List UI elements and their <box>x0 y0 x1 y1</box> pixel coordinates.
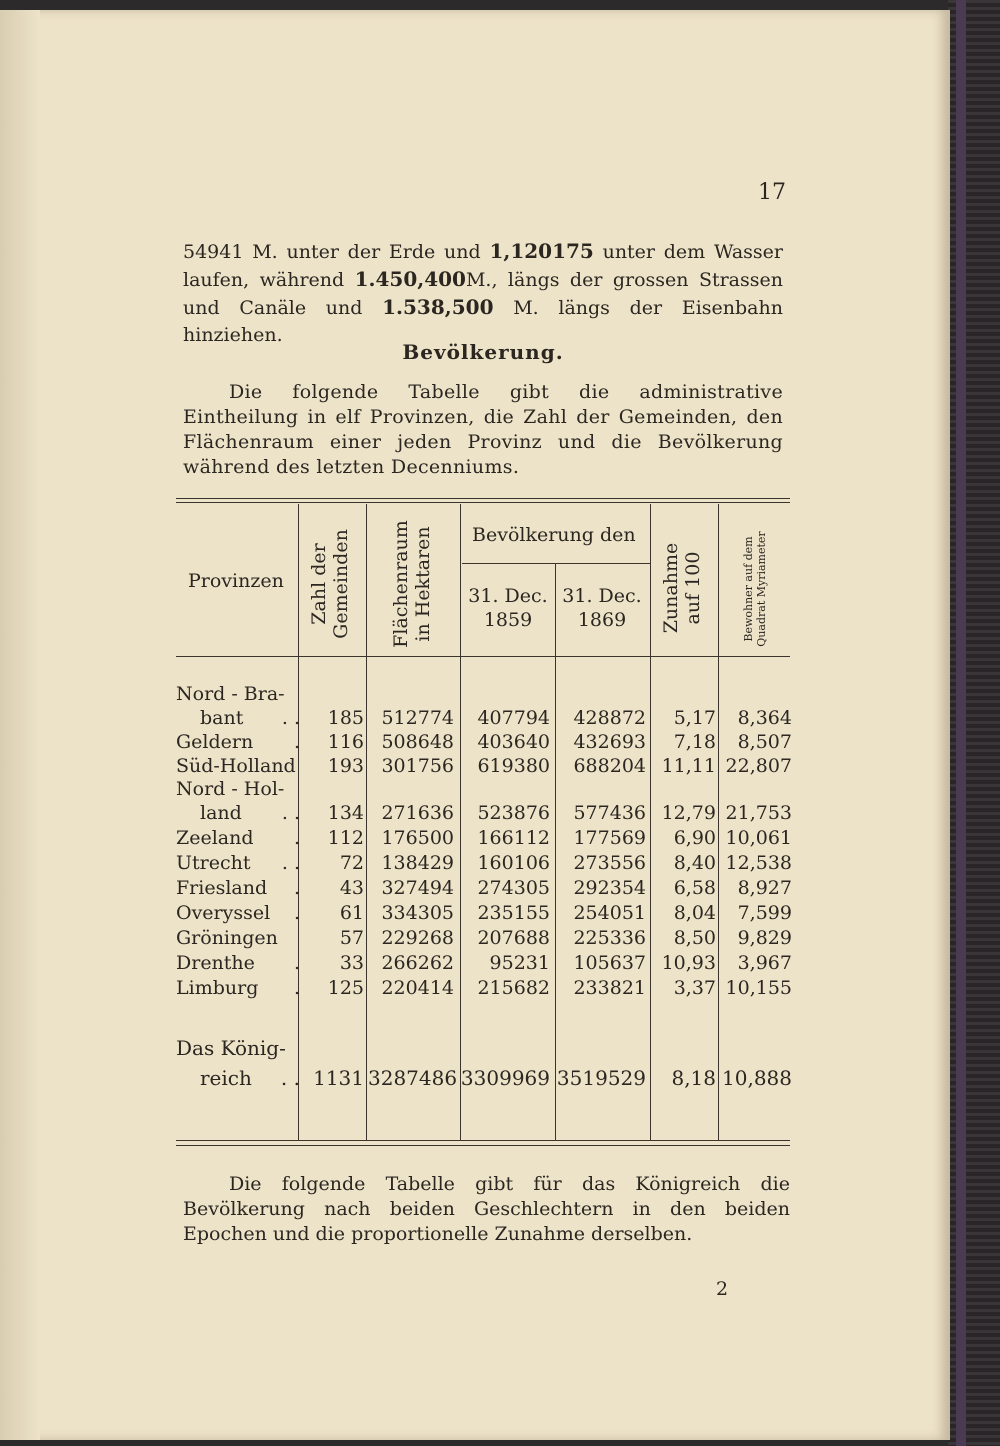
table-top-rule <box>176 498 790 499</box>
cell-bewohner: 21,753 <box>725 802 792 824</box>
cell-gemeinden: 112 <box>327 827 364 849</box>
leader-dots: . <box>293 827 300 849</box>
cell-bevoelkerung-1869: 688204 <box>573 755 646 777</box>
cell-bewohner: 10,061 <box>725 827 792 849</box>
intro-text-1: M. unter der Erde und <box>252 241 481 263</box>
cell-gemeinden: 193 <box>327 755 364 777</box>
cell-bevoelkerung-1859: 403640 <box>477 731 550 753</box>
cell-bewohner: 7,599 <box>737 902 792 924</box>
leader-dots: . <box>293 977 300 999</box>
intro-number-3: 1.450,400 <box>354 267 466 291</box>
cell-flaechenraum: 138429 <box>381 852 454 874</box>
paragraph-before-table: Die folgende Tabelle gibt die administrative Eintheilung in elf Provinzen, die Zahl der Gemeinden, den Flächenraum einer jeden Provinz und die Bevölkerung während des letzten Decenniums. <box>183 381 783 478</box>
province-name: Süd-Holland <box>176 755 296 777</box>
bevoelkerung-sub-rule <box>462 563 650 564</box>
province-name: Geldern <box>176 731 254 753</box>
header-provinzen: Provinzen <box>188 570 284 592</box>
cell-bevoelkerung-1859: 215682 <box>477 977 550 999</box>
header-flaechen-line2: in Hektaren <box>412 526 434 642</box>
province-name: Zeeland <box>176 827 254 849</box>
cell-bewohner: 12,538 <box>725 852 792 874</box>
cell-bevoelkerung-1869: 233821 <box>573 977 646 999</box>
intro-number-1: 54941 <box>183 241 244 263</box>
cell-gemeinden: 43 <box>339 877 364 899</box>
cell-bevoelkerung-1859: 235155 <box>477 902 550 924</box>
cell-zunahme: 5,17 <box>673 707 716 729</box>
cell-bevoelkerung-1869: 254051 <box>573 902 646 924</box>
province-name: Drenthe <box>176 952 255 974</box>
province-name: bant <box>200 707 244 729</box>
header-1859-line1: 31. Dec. <box>468 585 548 607</box>
table-top-rule-2 <box>176 502 790 503</box>
province-name: Friesland <box>176 877 268 899</box>
header-bewohner-line1: Bewohner auf dem <box>742 536 755 642</box>
cell-gemeinden: 72 <box>339 852 364 874</box>
cell-bevoelkerung-1869: 428872 <box>573 707 646 729</box>
page-gutter <box>0 10 40 1440</box>
leader-dots: . . <box>281 852 300 874</box>
intro-number-4: 1.538,500 <box>382 295 494 319</box>
section-heading: Bevölkerung. <box>402 340 564 364</box>
header-dec-1859 <box>462 584 554 632</box>
total-bevoelkerung-1859: 3309969 <box>460 1066 550 1090</box>
cell-bevoelkerung-1859: 160106 <box>477 852 550 874</box>
book-page <box>0 10 950 1440</box>
cell-bevoelkerung-1859: 207688 <box>477 927 550 949</box>
cell-zunahme: 6,90 <box>673 827 716 849</box>
cell-flaechenraum: 229268 <box>381 927 454 949</box>
leader-dots: . . <box>281 802 300 824</box>
cell-zunahme: 7,18 <box>673 731 716 753</box>
province-name: Utrecht <box>176 852 251 874</box>
cell-gemeinden: 61 <box>339 902 364 924</box>
paragraph-after-table: Die folgende Tabelle gibt für das Königreich die Bevölkerung nach beiden Geschlechtern in den beiden Epochen und die proportionelle Zunahme derselben. <box>183 1173 790 1245</box>
header-zahl-line2: Gemeinden <box>330 529 352 639</box>
cell-flaechenraum: 301756 <box>381 755 454 777</box>
total-gemeinden: 1131 <box>313 1066 364 1090</box>
total-flaechenraum: 3287486 <box>368 1066 458 1090</box>
header-bottom-rule <box>176 656 790 657</box>
cell-gemeinden: 116 <box>327 731 364 753</box>
cell-bevoelkerung-1869: 432693 <box>573 731 646 753</box>
intro-text-3: laufen, während <box>183 269 345 291</box>
total-label: reich <box>200 1066 252 1090</box>
cell-bewohner: 8,927 <box>737 877 792 899</box>
cell-bevoelkerung-1869: 105637 <box>573 952 646 974</box>
cell-gemeinden: 185 <box>327 707 364 729</box>
cell-zunahme: 6,58 <box>673 877 716 899</box>
table-bottom-rule-2 <box>176 1145 790 1146</box>
total-bewohner: 10,888 <box>722 1066 792 1090</box>
header-flaechen-line1: Flächenraum <box>390 520 412 648</box>
province-name: Limburg <box>176 977 259 999</box>
book-spine-band <box>956 0 966 1446</box>
cell-flaechenraum: 176500 <box>381 827 454 849</box>
cell-gemeinden: 134 <box>327 802 364 824</box>
total-zunahme: 8,18 <box>671 1066 716 1090</box>
cell-zunahme: 12,79 <box>661 802 716 824</box>
total-label-line1: Das König- <box>176 1036 286 1060</box>
cell-bevoelkerung-1859: 523876 <box>477 802 550 824</box>
table-bottom-rule <box>176 1140 790 1141</box>
header-bevoelkerung: Bevölkerung den <box>472 524 636 546</box>
cell-bewohner: 8,507 <box>737 731 792 753</box>
cell-bevoelkerung-1859: 407794 <box>477 707 550 729</box>
header-zunahme-line1: Zunahme <box>660 542 682 634</box>
cell-bevoelkerung-1869: 292354 <box>573 877 646 899</box>
cell-gemeinden: 125 <box>327 977 364 999</box>
intro-text-5: Canäle und <box>239 297 363 319</box>
cell-flaechenraum: 327494 <box>381 877 454 899</box>
cell-zunahme: 11,11 <box>661 755 716 777</box>
province-name: Gröningen <box>176 927 278 949</box>
cell-bevoelkerung-1859: 619380 <box>477 755 550 777</box>
cell-bewohner: 8,364 <box>737 707 792 729</box>
intro-text-2: unter dem Wasser <box>602 241 783 263</box>
header-1869-line2: 1869 <box>577 609 627 631</box>
cell-zunahme: 8,50 <box>673 927 716 949</box>
cell-bevoelkerung-1869: 225336 <box>573 927 646 949</box>
leader-dots: . <box>293 731 300 753</box>
cell-flaechenraum: 334305 <box>381 902 454 924</box>
intro-paragraph <box>183 238 783 349</box>
cell-flaechenraum: 512774 <box>381 707 454 729</box>
province-name-line1: Nord - Hol- <box>176 778 285 800</box>
header-zunahme <box>660 528 708 648</box>
header-1859-line2: 1859 <box>483 609 533 631</box>
leader-dots: . <box>293 877 300 899</box>
cell-gemeinden: 33 <box>339 952 364 974</box>
signature-mark: 2 <box>716 1278 729 1300</box>
header-zahl <box>308 514 356 654</box>
cell-bewohner: 22,807 <box>725 755 792 777</box>
total-bevoelkerung-1869: 3519529 <box>556 1066 646 1090</box>
intro-text-6: M. längs der Eisenbahn hinziehen. <box>183 297 783 346</box>
cell-flaechenraum: 271636 <box>381 802 454 824</box>
cell-flaechenraum: 220414 <box>381 977 454 999</box>
cell-bevoelkerung-1869: 577436 <box>573 802 646 824</box>
col-divider <box>366 504 367 1140</box>
cell-gemeinden: 57 <box>339 927 364 949</box>
header-dec-1869 <box>556 584 648 632</box>
header-1869-line1: 31. Dec. <box>562 585 642 607</box>
cell-bewohner: 3,967 <box>737 952 792 974</box>
leader-dots: . . <box>280 1066 300 1090</box>
page-number: 17 <box>758 180 786 205</box>
cell-zunahme: 8,40 <box>673 852 716 874</box>
header-bewohner-line2: Quadrat Myriameter <box>755 531 768 647</box>
intro-text-4: M., längs der grossen Strassen und <box>183 269 783 319</box>
cell-zunahme: 3,37 <box>673 977 716 999</box>
province-name: land <box>200 802 242 824</box>
header-bewohner <box>742 524 768 654</box>
cell-bevoelkerung-1859: 166112 <box>477 827 550 849</box>
header-flaechen <box>390 509 438 659</box>
cell-flaechenraum: 508648 <box>381 731 454 753</box>
cell-zunahme: 8,04 <box>673 902 716 924</box>
cell-bevoelkerung-1859: 95231 <box>489 952 550 974</box>
province-name-line1: Nord - Bra- <box>176 683 285 705</box>
leader-dots: . . <box>281 707 300 729</box>
province-name: Overyssel <box>176 902 271 924</box>
header-zunahme-line2: auf 100 <box>682 551 704 625</box>
intro-number-2: 1,120175 <box>489 239 594 263</box>
cell-flaechenraum: 266262 <box>381 952 454 974</box>
cell-zunahme: 10,93 <box>661 952 716 974</box>
cell-bevoelkerung-1869: 273556 <box>573 852 646 874</box>
cell-bevoelkerung-1859: 274305 <box>477 877 550 899</box>
cell-bevoelkerung-1869: 177569 <box>573 827 646 849</box>
cell-bewohner: 9,829 <box>737 927 792 949</box>
leader-dots: . <box>293 902 300 924</box>
header-zahl-line1: Zahl der <box>308 543 330 625</box>
cell-bewohner: 10,155 <box>725 977 792 999</box>
leader-dots: . <box>293 952 300 974</box>
